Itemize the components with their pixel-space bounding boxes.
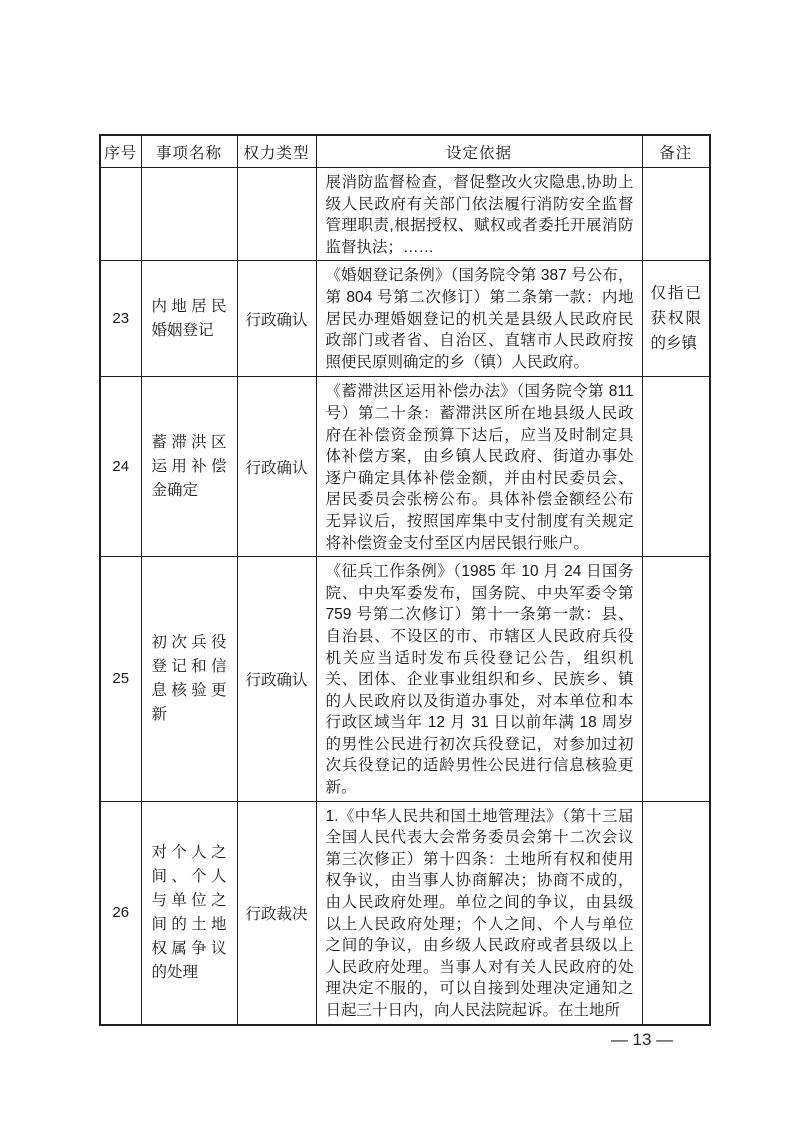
cell-power-type: 行政裁决 xyxy=(237,801,316,1024)
cell-basis: 《蓄滞洪区运用补偿办法》（国务院令第 811 号）第二十条：蓄滞洪区所在地县级人民政府在补偿资金预算下达后，应当及时制定具体补偿方案，由乡镇人民政府、街道办事处逐户确定具体补偿金额，并由村民委员会、居民委员会张榜公布。具体补偿金额经公布无异议后，按照国库集中支付制度有关规定将补偿资金支付至区内居民银行账户。 xyxy=(316,377,642,557)
cell-seq: 23 xyxy=(100,261,141,377)
cell-seq xyxy=(100,168,141,261)
cell-seq: 26 xyxy=(100,801,141,1024)
cell-remark xyxy=(642,801,710,1024)
cell-item-name: 初次兵役登记和信息核验更新 xyxy=(141,557,237,802)
cell-remark xyxy=(642,377,710,557)
cell-basis: 《征兵工作条例》（1985 年 10 月 24 日国务院、中央军委发布，国务院、中央军委令第 759 号第二次修订）第十一条第一款：县、自治县、不设区的市、市辖区人民政府兵役机关应当适时发布兵役登记公告，组织机关、团体、企业事业组织和乡、民族乡、镇的人民政府以及街道办事处，对本单位和本行政区域当年 12 月 31 日以前年满 18 周岁的男性公民进行初次兵役登记，对参加过初次兵役登记的适龄男性公民进行信息核验更新。 xyxy=(316,557,642,802)
table-row xyxy=(100,801,710,1024)
cell-basis: 展消防监督检查，督促整改火灾隐患,协助上级人民政府有关部门依法履行消防安全监督管理职责,根据授权、赋权或者委托开展消防监督执法；…… xyxy=(316,168,642,261)
col-header-power-type: 权力类型 xyxy=(237,135,316,168)
cell-power-type: 行政确认 xyxy=(237,377,316,557)
cell-basis: 1.《中华人民共和国土地管理法》（第十三届全国人民代表大会常务委员会第十二次会议第三次修正）第十四条：土地所有权和使用权争议，由当事人协商解决；协商不成的，由人民政府处理。单位之间的争议，由县级以上人民政府处理；个人之间、个人与单位之间的争议，由乡级人民政府或者县级以上人民政府处理。当事人对有关人民政府的处理决定不服的，可以自接到处理决定通知之日起三十日内，向人民法院起诉。在土地所 xyxy=(316,801,642,1024)
cell-power-type xyxy=(237,168,316,261)
cell-remark: 仅指已获权限的乡镇 xyxy=(642,261,710,377)
cell-item-name: 内地居民婚姻登记 xyxy=(141,261,237,377)
col-header-item-name: 事项名称 xyxy=(141,135,237,168)
col-header-seq: 序号 xyxy=(100,135,141,168)
cell-power-type: 行政确认 xyxy=(237,557,316,802)
cell-item-name: 蓄滞洪区运用补偿金确定 xyxy=(141,377,237,557)
page-number: — 13 — xyxy=(610,1030,674,1049)
cell-basis: 《婚姻登记条例》（国务院令第 387 号公布，第 804 号第二次修订）第二条第一款：内地居民办理婚姻登记的机关是县级人民政府民政部门或者省、自治区、直辖市人民政府按照便民原则确定的乡（镇）人民政府。 xyxy=(316,261,642,377)
cell-seq: 24 xyxy=(100,377,141,557)
power-list-table xyxy=(99,134,711,1026)
table-row xyxy=(100,557,710,802)
cell-power-type: 行政确认 xyxy=(237,261,316,377)
table-row xyxy=(100,168,710,261)
cell-seq: 25 xyxy=(100,557,141,802)
col-header-remark: 备注 xyxy=(642,135,710,168)
table-row xyxy=(100,261,710,377)
cell-item-name: 对个人之间、个人与单位之间的土地权属争议的处理 xyxy=(141,801,237,1024)
cell-remark xyxy=(642,557,710,802)
cell-item-name xyxy=(141,168,237,261)
cell-remark xyxy=(642,168,710,261)
table-header-row xyxy=(100,135,710,168)
table-row xyxy=(100,377,710,557)
col-header-basis: 设定依据 xyxy=(316,135,642,168)
